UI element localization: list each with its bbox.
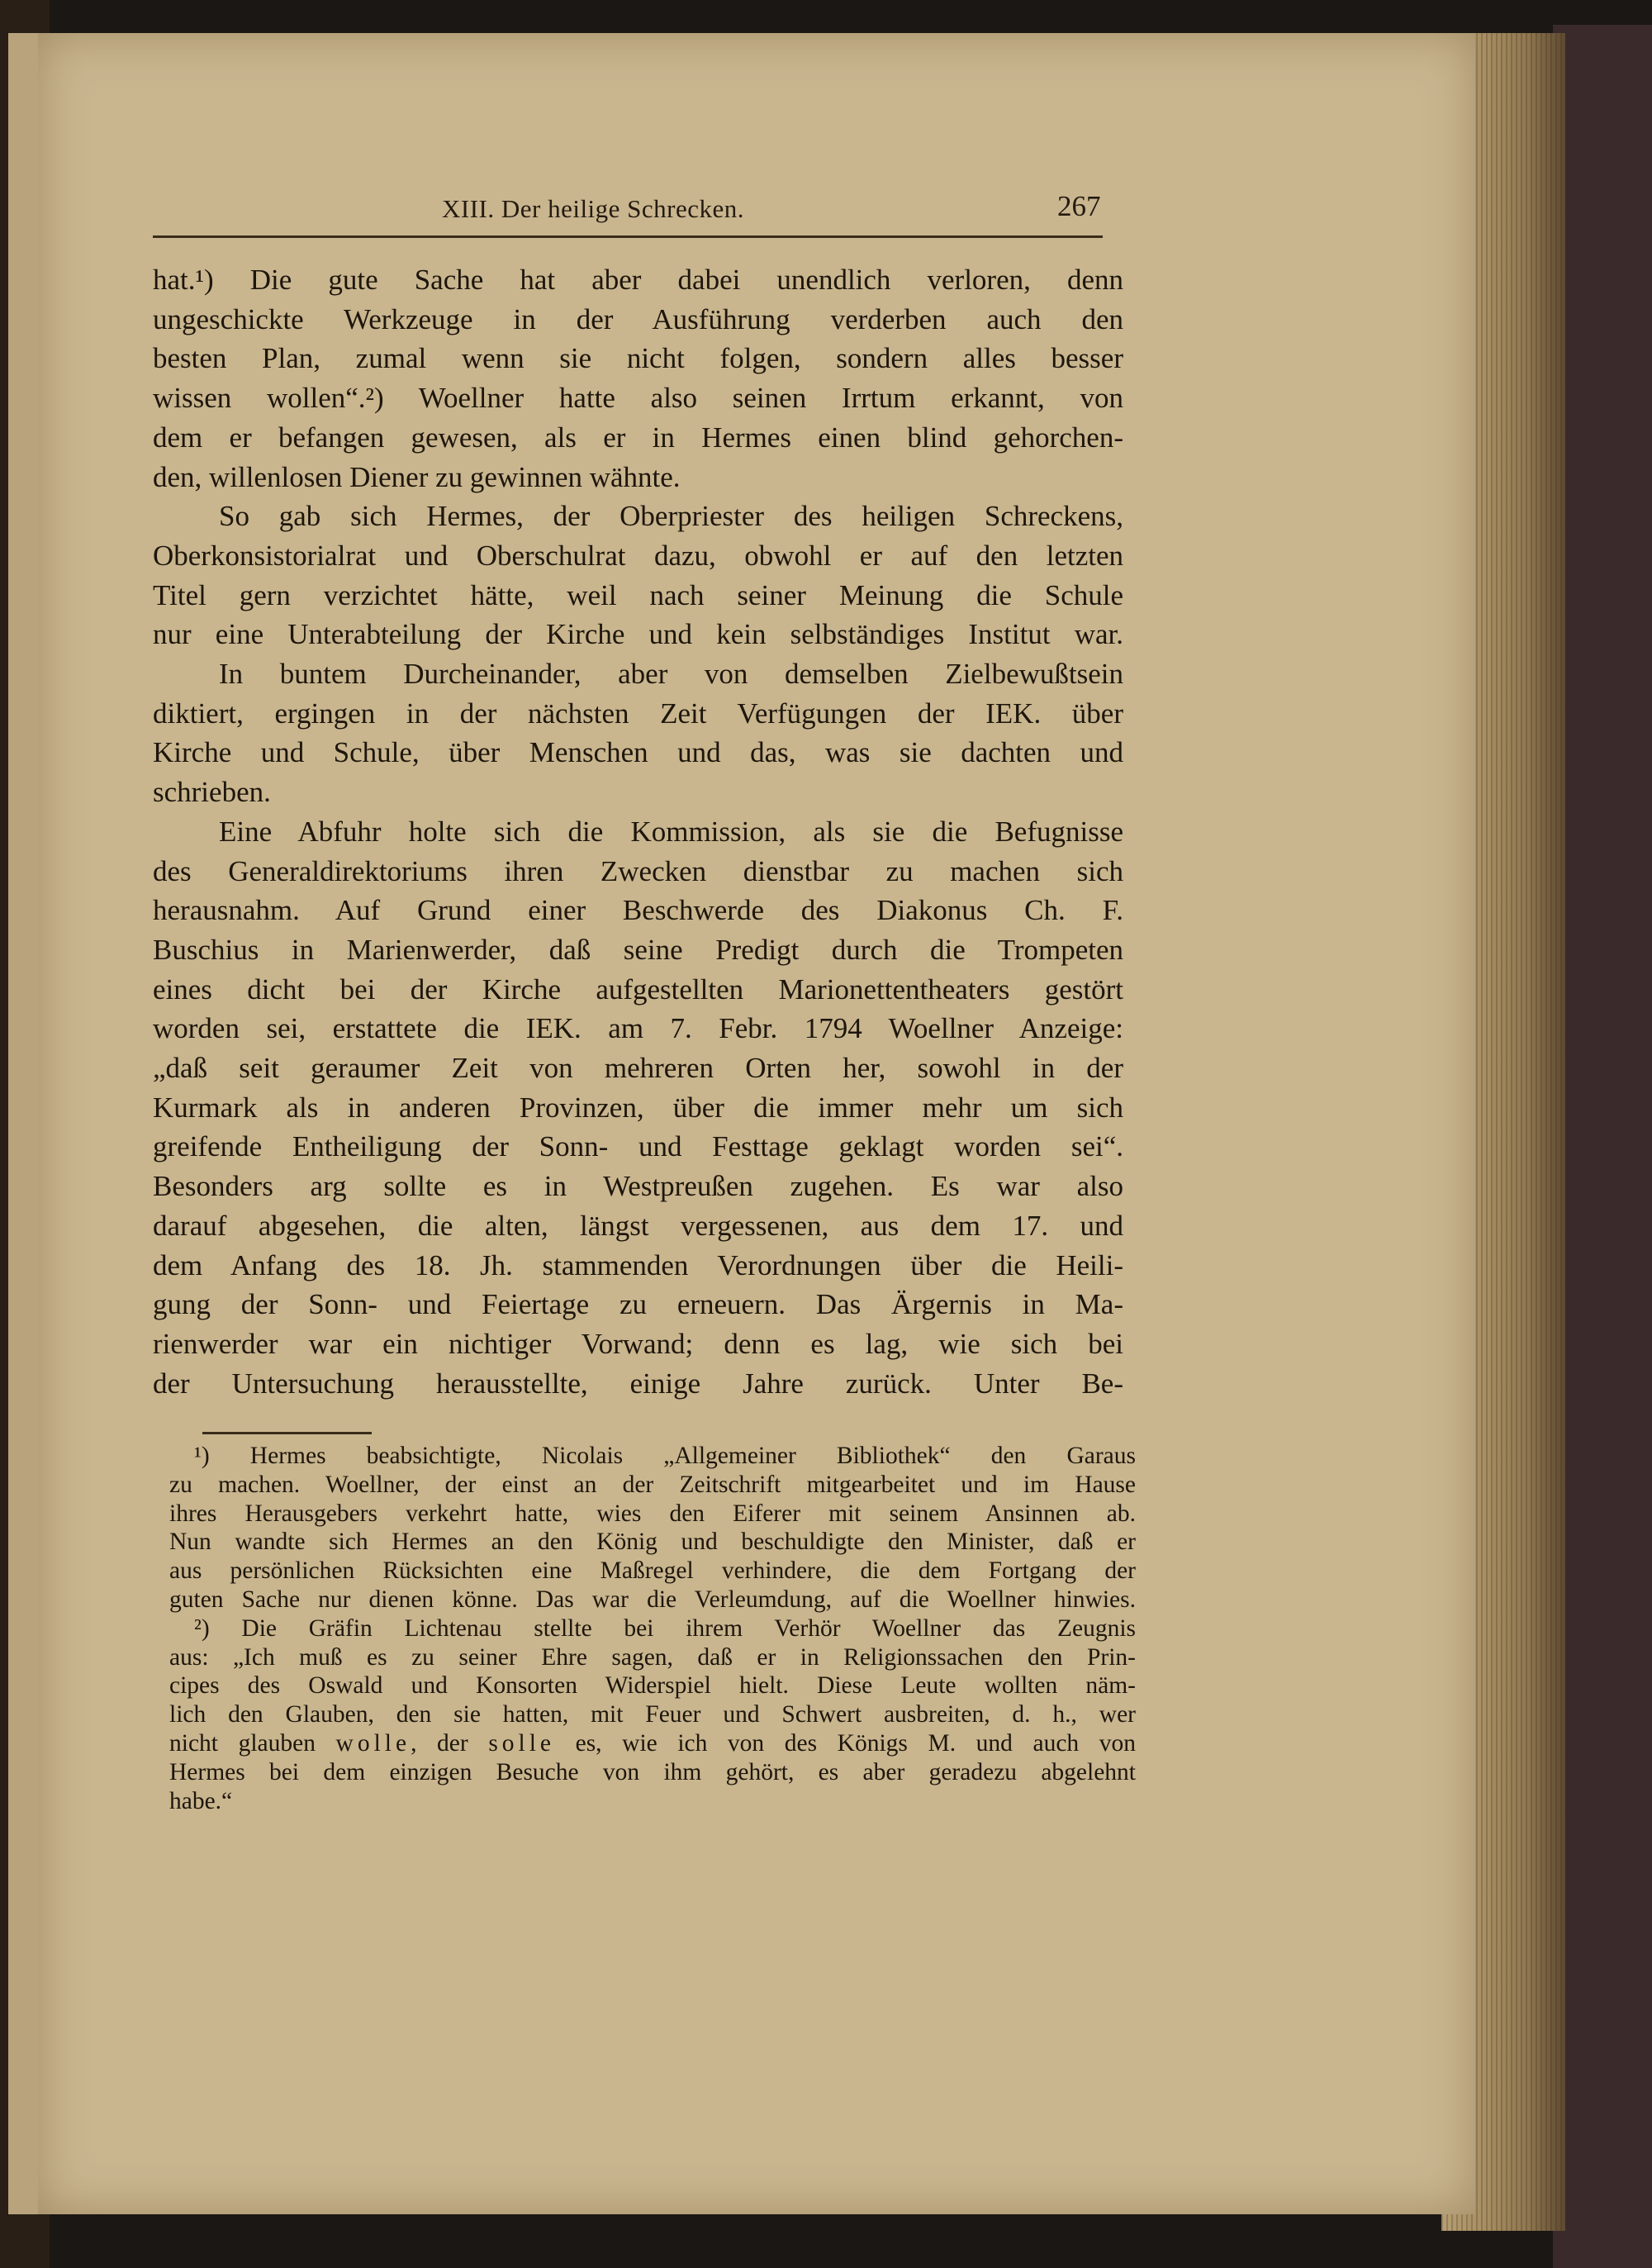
footnote-line xyxy=(169,1729,1136,1758)
spaced-word: wolle xyxy=(335,1729,411,1757)
running-header xyxy=(157,186,1107,235)
text-line: Eine Abfuhr holte sich die Kommission, als sie die Befugnisse xyxy=(219,815,1123,848)
footnote-line: ihres Herausgebers verkehrt hatte, wies den Eiferer mit seinem Ansinnen ab. xyxy=(169,1500,1136,1527)
text-line: schrieben. xyxy=(153,776,271,809)
text-line: greifende Entheiligung der Sonn- und Festtage geklagt worden sei“. xyxy=(153,1130,1123,1163)
text-line: worden sei, erstattete die IEK. am 7. Febr. 1794 Woellner Anzeige: xyxy=(153,1012,1123,1045)
text-line: hat.¹) Die gute Sache hat aber dabei unendlich verloren, denn xyxy=(153,264,1123,296)
text-line: In buntem Durcheinander, aber von demselben Zielbewußtsein xyxy=(219,658,1123,691)
footnote-line: habe.“ xyxy=(169,1787,233,1814)
footnotes xyxy=(169,1442,1136,1815)
spaced-word: solle xyxy=(488,1729,556,1757)
page-number: 267 xyxy=(1057,190,1101,222)
text-line: dem Anfang des 18. Jh. stammenden Verordnungen über die Heili- xyxy=(153,1248,1123,1281)
text-line: darauf abgesehen, die alten, längst vergessenen, aus dem 17. und xyxy=(153,1209,1123,1242)
footnote-line: aus persönlichen Rücksichten eine Maßregel verhindere, die dem Fortgang der xyxy=(169,1557,1136,1585)
footnote-line: Nun wandte sich Hermes an den König und beschuldigte den Minister, daß er xyxy=(169,1529,1136,1556)
footnote-line: cipes des Oswald und Konsorten Widerspiel hielt. Diese Leute wollten näm- xyxy=(169,1672,1136,1700)
left-page-paper xyxy=(8,33,41,2214)
footnote-line: ²) Die Gräfin Lichtenau stellte bei ihrem Verhör Woellner das Zeugnis xyxy=(194,1614,1136,1642)
text-line: ungeschickte Werkzeuge in der Ausführung verderben auch den xyxy=(153,302,1123,335)
text-line: der Untersuchung herausstellte, einige Jahre zurück. Unter Be- xyxy=(153,1367,1123,1400)
text-line: nur eine Unterabteilung der Kirche und kein selbständiges Institut war. xyxy=(153,618,1123,651)
text-line: Oberkonsistorialrat und Oberschulrat dazu, obwohl er auf den letzten xyxy=(153,539,1123,572)
text-line: „daß seit geraumer Zeit von mehreren Orten her, sowohl in der xyxy=(153,1052,1123,1085)
text-line: rienwerder war ein nichtiger Vorwand; denn es lag, wie sich bei xyxy=(153,1327,1123,1360)
footnote-text: , der xyxy=(411,1729,468,1757)
text-line: herausnahm. Auf Grund einer Beschwerde des Diakonus Ch. F. xyxy=(153,894,1123,927)
footnote-line: lich den Glauben, den sie hatten, mit Feuer und Schwert ausbreiten, d. h., wer xyxy=(169,1701,1136,1728)
footnote-line: zu machen. Woellner, der einst an der Zeitschrift mitgearbeitet und im Hause xyxy=(169,1471,1136,1498)
text-line: Titel gern verzichtet hätte, weil nach seiner Meinung die Schule xyxy=(153,578,1123,611)
text-line: Buschius in Marienwerder, daß seine Predigt durch die Trompeten xyxy=(153,933,1123,966)
footnote-line: guten Sache nur dienen könne. Das war die Verleumdung, auf die Woellner hinwies. xyxy=(169,1586,1136,1613)
text-line: den, willenlosen Diener zu gewinnen wähnte. xyxy=(153,460,681,493)
header-rule xyxy=(153,235,1103,238)
text-line: Besonders arg sollte es in Westpreußen zugehen. Es war also xyxy=(153,1170,1123,1203)
footnote-line: Hermes bei dem einzigen Besuche von ihm gehört, es aber geradezu abgelehnt xyxy=(169,1758,1136,1785)
text-line: besten Plan, zumal wenn sie nicht folgen, sondern alles besser xyxy=(153,342,1123,375)
text-line: dem er befangen gewesen, als er in Hermes einen blind gehorchen- xyxy=(153,421,1123,454)
footnote-line: ¹) Hermes beabsichtigte, Nicolais „Allgemeiner Bibliothek“ den Garaus xyxy=(194,1443,1136,1469)
footnote-text: nicht glauben xyxy=(169,1729,316,1757)
book-cover-edge xyxy=(1553,25,1652,2268)
footnote-rule xyxy=(202,1432,372,1434)
text-line: wissen wollen“.²) Woellner hatte also seinen Irrtum erkannt, von xyxy=(153,382,1123,415)
text-line: eines dicht bei der Kirche aufgestellten Marionettentheaters gestört xyxy=(153,972,1123,1006)
main-text xyxy=(153,260,1123,1403)
running-title: XIII. Der heilige Schrecken. xyxy=(442,194,745,223)
text-line: So gab sich Hermes, der Oberpriester des heiligen Schreckens, xyxy=(219,500,1123,533)
text-line: Kirche und Schule, über Menschen und das, was sie dachten und xyxy=(153,736,1123,769)
text-line: diktiert, ergingen in der nächsten Zeit Verfügungen der IEK. über xyxy=(153,697,1123,730)
footnote-line: aus: „Ich muß es zu seiner Ehre sagen, daß er in Religionssachen den Prin- xyxy=(169,1643,1136,1671)
text-line: gung der Sonn- und Feiertage zu erneuern. Das Ärgernis in Ma- xyxy=(153,1288,1123,1321)
text-line: Kurmark als in anderen Provinzen, über die immer mehr um sich xyxy=(153,1091,1123,1124)
footnote-text: es, wie ich von des Königs M. und auch von xyxy=(555,1729,1137,1757)
text-line: des Generaldirektoriums ihren Zwecken dienstbar zu machen sich xyxy=(153,854,1123,887)
